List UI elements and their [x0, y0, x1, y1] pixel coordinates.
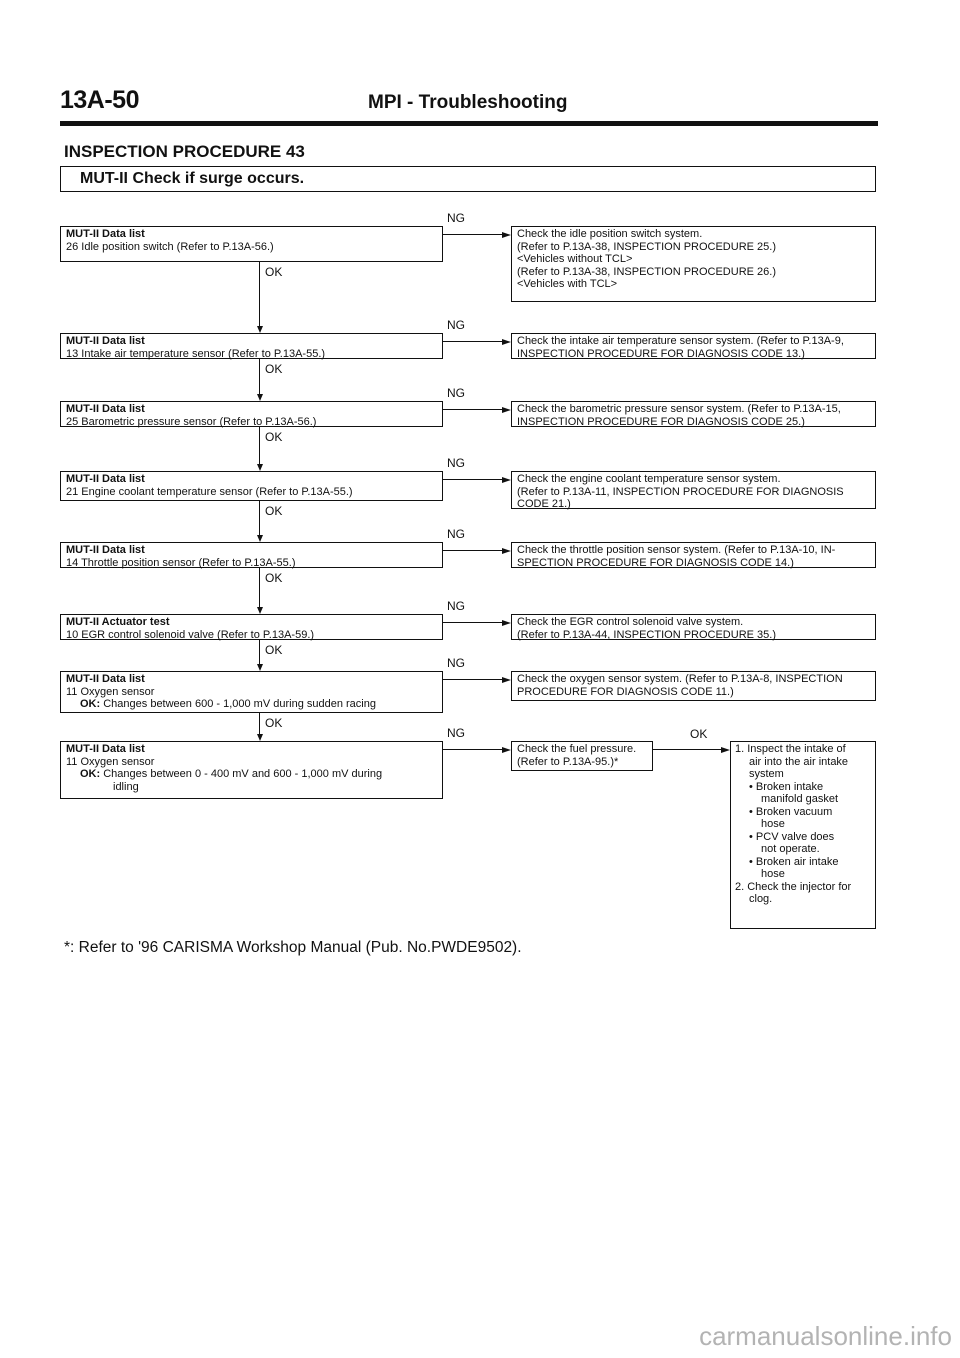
step-heading: MUT-II Data list: [66, 473, 145, 485]
ng-label: NG: [447, 318, 465, 332]
result-text: Check the fuel pressure.: [517, 743, 637, 755]
ng-connector: [443, 409, 503, 410]
ok-arrow-head: [257, 664, 263, 671]
result-box-1: [511, 226, 876, 302]
result-box-2: [511, 333, 876, 359]
ok-label: OK: [265, 362, 283, 376]
step-text: 21 Engine coolant temperature sensor (Refer to P.13A-55.): [66, 485, 353, 498]
ok-connector: [259, 568, 260, 608]
step-box-1: [60, 226, 443, 262]
result-text: Check the engine coolant temperature sensor system.: [517, 473, 781, 485]
symptom-box: [60, 166, 876, 192]
result-text: Check the oxygen sensor system. (Refer to P.13A-8, INSPECTION: [517, 673, 843, 685]
remedy-text: • Broken intake: [749, 780, 824, 793]
ok-criteria-label: OK:: [80, 698, 104, 710]
remedy-text: manifold gasket: [761, 793, 839, 805]
step-box-4: [60, 471, 443, 501]
result-box-8: [511, 741, 653, 771]
step-text: 13 Intake air temperature sensor (Refer to P.13A-55.): [66, 347, 326, 360]
step-box-2: [60, 333, 443, 359]
step-box-5: [60, 542, 443, 568]
result-box-4: [511, 471, 876, 509]
procedure-heading: INSPECTION PROCEDURE 43: [64, 142, 305, 161]
ok-arrow-head: [257, 394, 263, 401]
ng-connector: [443, 234, 503, 235]
step-heading: MUT-II Data list: [66, 403, 145, 415]
remedy-text: 2. Check the injector for: [735, 880, 852, 893]
remedy-text: • PCV valve does: [749, 830, 835, 843]
ok-connector: [259, 427, 260, 465]
ok-criteria-text: Changes between 0 - 400 mV and 600 - 1,000 mV during: [103, 768, 383, 780]
ok-arrow-head: [257, 326, 263, 333]
ok-criteria-continued: idling: [113, 780, 139, 793]
step-text: 14 Throttle position sensor (Refer to P.13A-55.): [66, 556, 296, 569]
remedy-text: 1. Inspect the intake of: [735, 743, 846, 755]
ok-label: OK: [265, 716, 283, 730]
ok-label: OK: [265, 504, 283, 518]
step-heading: MUT-II Data list: [66, 743, 145, 755]
ok-connector: [259, 262, 260, 327]
remedy-text: hose: [761, 818, 785, 830]
ng-connector: [443, 550, 503, 551]
step-text: 11 Oxygen sensor: [66, 755, 155, 768]
ng-label: NG: [447, 656, 465, 670]
step-ok-criteria: [66, 698, 439, 711]
page-number: 13A-50: [60, 86, 139, 114]
result-text: (Refer to P.13A-38, INSPECTION PROCEDURE 26.): [517, 265, 776, 278]
ng-arrow-head: [502, 677, 511, 683]
ng-label: NG: [447, 211, 465, 225]
step-ok-criteria: [66, 768, 439, 781]
step-heading: MUT-II Actuator test: [66, 616, 170, 628]
ng-arrow-head: [502, 747, 511, 753]
ng-label: NG: [447, 456, 465, 470]
step-text: 25 Barometric pressure sensor (Refer to P.13A-56.): [66, 415, 317, 428]
result-text: Check the throttle position sensor system. (Refer to P.13A-10, IN-: [517, 544, 836, 556]
ng-label: NG: [447, 527, 465, 541]
result-text: (Refer to P.13A-11, INSPECTION PROCEDURE FOR DIAGNOSIS: [517, 485, 844, 498]
result-box-5: [511, 542, 876, 568]
step-heading: MUT-II Data list: [66, 544, 145, 556]
result-text: INSPECTION PROCEDURE FOR DIAGNOSIS CODE 25.): [517, 415, 805, 428]
step-box-7: [60, 671, 443, 713]
ng-label: NG: [447, 386, 465, 400]
ok-label: OK: [265, 643, 283, 657]
result-text: Check the EGR control solenoid valve system.: [517, 616, 744, 628]
step-text: 11 Oxygen sensor: [66, 685, 155, 698]
ng-arrow-head: [502, 232, 511, 238]
symptom-text: MUT-II Check if surge occurs.: [80, 170, 305, 187]
step-box-6: [60, 614, 443, 640]
step-heading: MUT-II Data list: [66, 335, 145, 347]
step-box-8: [60, 741, 443, 799]
final-remedy-box: [730, 741, 876, 929]
ok-connector: [259, 359, 260, 395]
ok-criteria-text: Changes between 600 - 1,000 mV during sudden racing: [103, 698, 376, 710]
ng-arrow-head: [502, 548, 511, 554]
step-heading: MUT-II Data list: [66, 228, 145, 240]
remedy-text: system: [749, 768, 784, 780]
result-box-6: [511, 614, 876, 640]
result-box-3: [511, 401, 876, 427]
ok-label: OK: [265, 430, 283, 444]
result-text: INSPECTION PROCEDURE FOR DIAGNOSIS CODE 13.): [517, 347, 805, 360]
ok-connector: [259, 501, 260, 536]
remedy-text: clog.: [749, 893, 773, 905]
result-text: Check the barometric pressure sensor system. (Refer to P.13A-15,: [517, 403, 841, 415]
result-text: SPECTION PROCEDURE FOR DIAGNOSIS CODE 14.): [517, 556, 794, 569]
ng-arrow-head: [502, 339, 511, 345]
remedy-text: • Broken vacuum: [749, 805, 833, 818]
result-text: <Vehicles with TCL>: [517, 278, 618, 290]
ng-connector: [443, 679, 503, 680]
ng-label: NG: [447, 599, 465, 613]
ok-label: OK: [265, 265, 283, 279]
ng-connector: [443, 479, 503, 480]
ok-arrow-head-final: [721, 747, 730, 753]
ng-arrow-head: [502, 477, 511, 483]
result-text: (Refer to P.13A-44, INSPECTION PROCEDURE 35.): [517, 628, 776, 641]
remedy-text: • Broken air intake: [749, 855, 839, 868]
ng-connector: [443, 341, 503, 342]
remedy-text: air into the air intake: [749, 755, 849, 768]
ng-arrow-head: [502, 407, 511, 413]
ng-arrow-head: [502, 620, 511, 626]
ok-connector: [259, 713, 260, 735]
ok-arrow-head: [257, 464, 263, 471]
result-text: PROCEDURE FOR DIAGNOSIS CODE 11.): [517, 685, 734, 698]
ok-connector: [259, 640, 260, 665]
header-rule: [60, 121, 878, 126]
watermark: carmanualsonline.info: [699, 1321, 952, 1351]
result-text: (Refer to P.13A-38, INSPECTION PROCEDURE 25.): [517, 240, 776, 253]
result-text: Check the intake air temperature sensor system. (Refer to P.13A-9,: [517, 335, 844, 347]
remedy-text: not operate.: [761, 843, 820, 855]
step-heading: MUT-II Data list: [66, 673, 145, 685]
ok-label: OK: [265, 571, 283, 585]
result-text: (Refer to P.13A-95.)*: [517, 755, 619, 768]
ok-criteria-label: OK:: [80, 768, 104, 780]
ng-connector: [443, 622, 503, 623]
page-title: MPI - Troubleshooting: [368, 92, 568, 113]
ok-arrow-head: [257, 607, 263, 614]
step-text: 26 Idle position switch (Refer to P.13A-56.): [66, 240, 274, 253]
ok-arrow-head: [257, 734, 263, 741]
remedy-text: hose: [761, 868, 785, 880]
ok-label-final: OK: [690, 727, 708, 741]
result-box-7: [511, 671, 876, 701]
footnote: *: Refer to '96 CARISMA Workshop Manual (Pub. No.PWDE9502).: [64, 939, 522, 956]
step-text: 10 EGR control solenoid valve (Refer to P.13A-59.): [66, 628, 315, 641]
result-text: <Vehicles without TCL>: [517, 253, 633, 265]
ng-connector: [443, 749, 503, 750]
result-text: CODE 21.): [517, 498, 571, 510]
result-text: Check the idle position switch system.: [517, 228, 703, 240]
ng-label: NG: [447, 726, 465, 740]
ok-arrow-head: [257, 535, 263, 542]
ok-connector-final: [653, 749, 722, 750]
step-box-3: [60, 401, 443, 427]
